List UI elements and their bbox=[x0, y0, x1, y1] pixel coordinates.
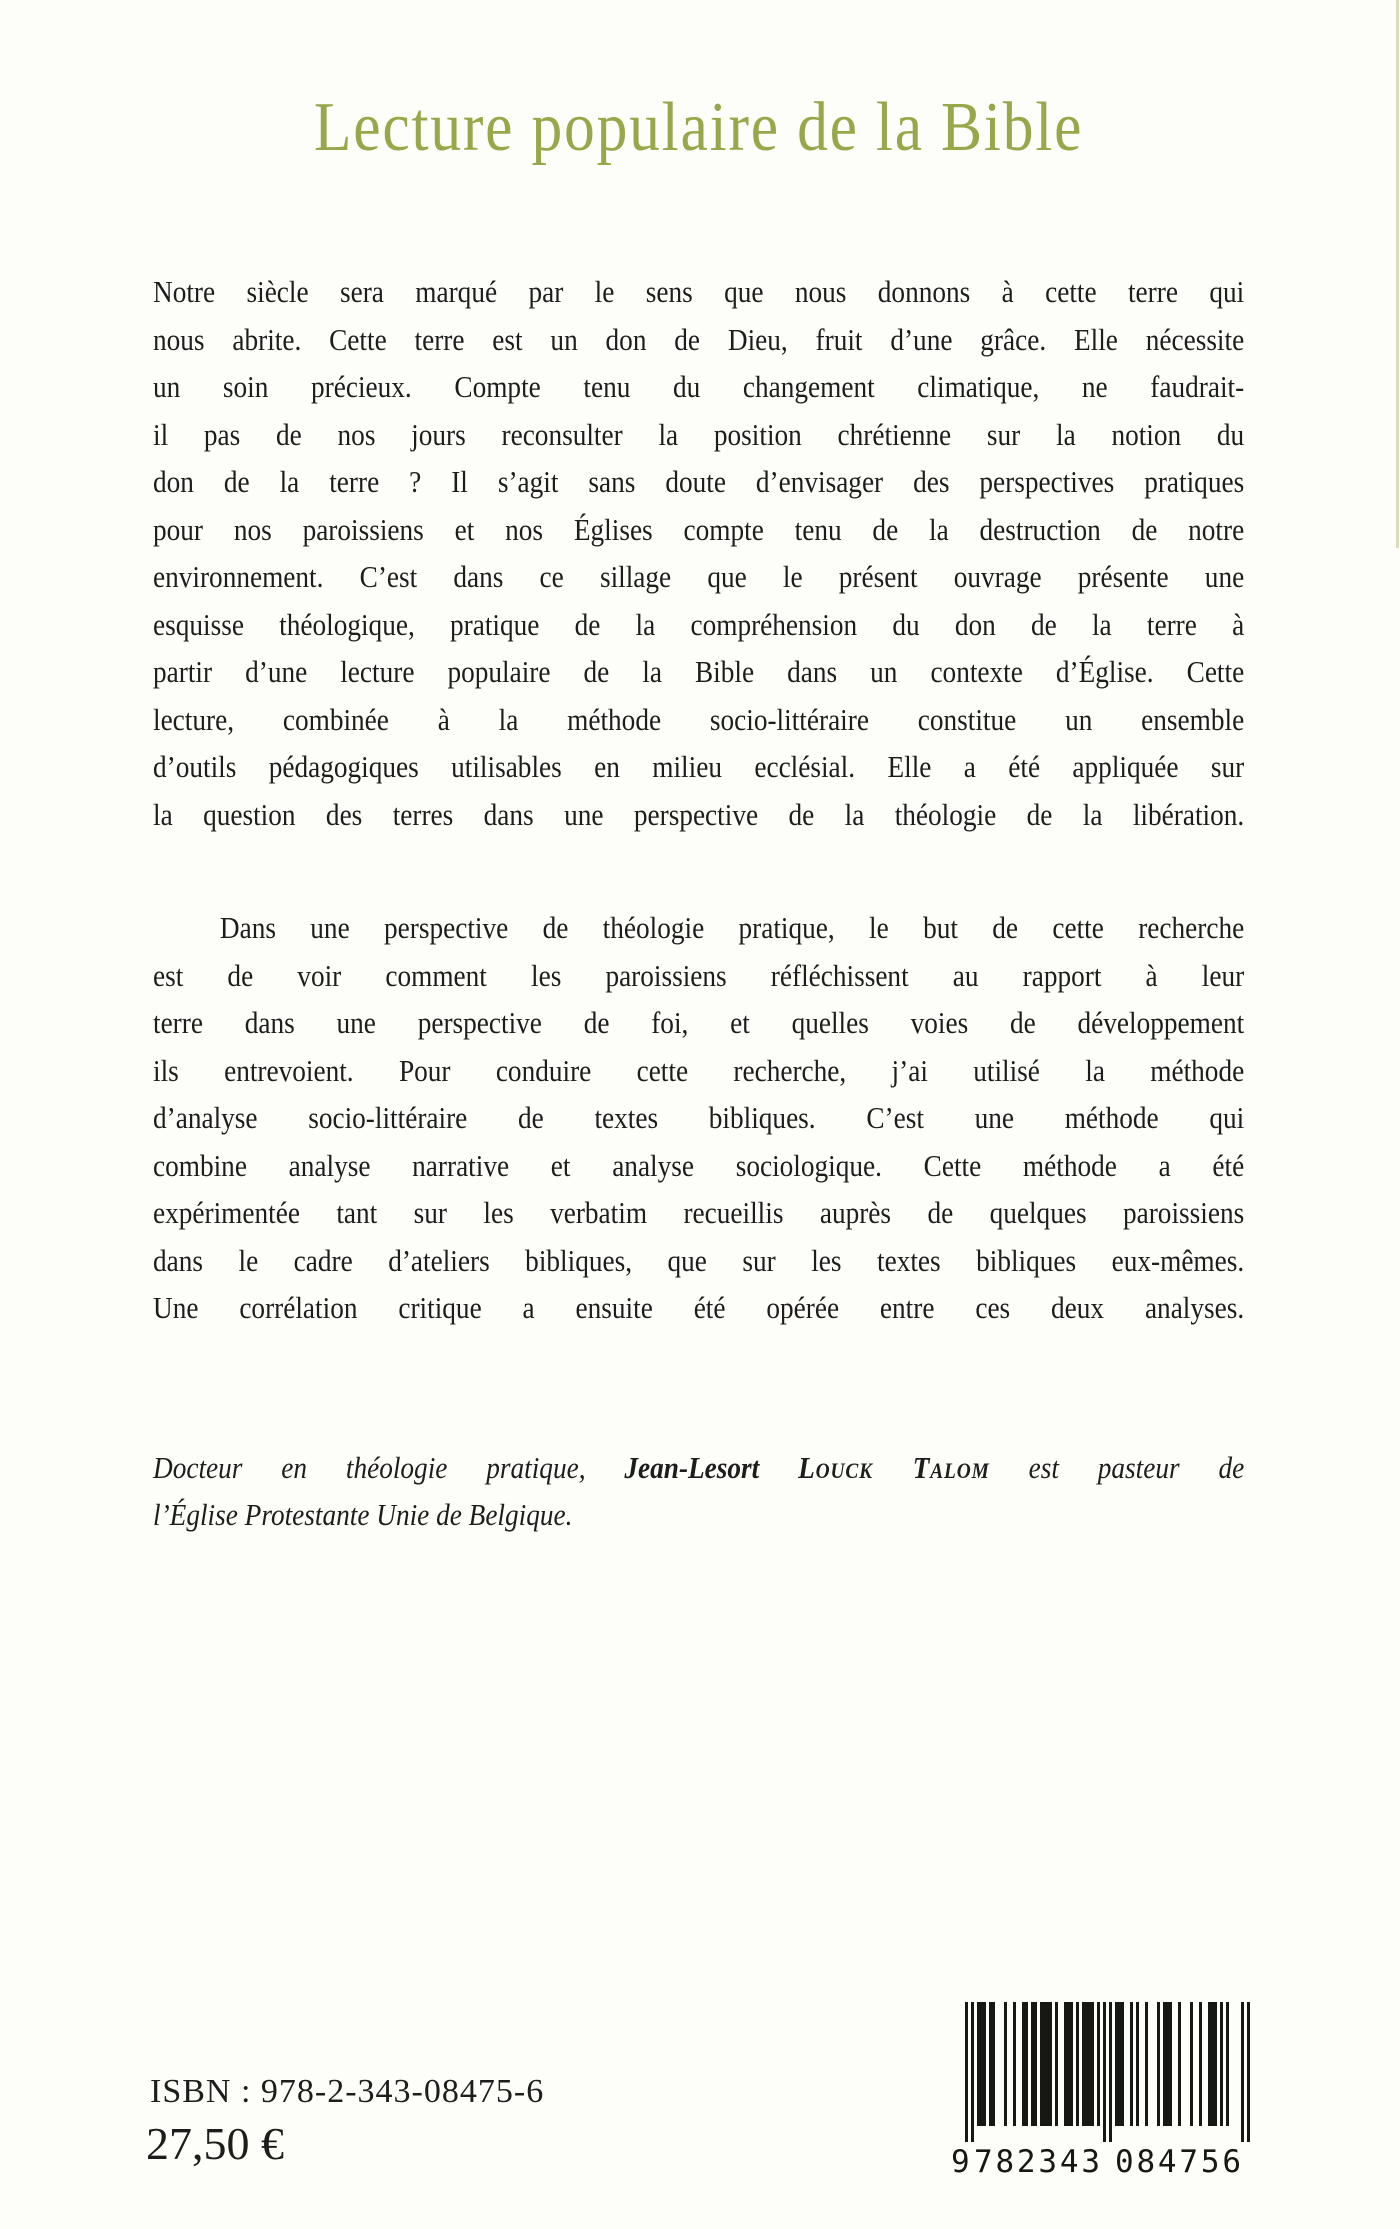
ean13-barcode bbox=[951, 2002, 1261, 2180]
paragraph-container bbox=[153, 268, 1244, 1332]
paragraph-line: Dans une perspective de théologie pratique, le but de cette recherche bbox=[219, 910, 1245, 945]
barcode-bars bbox=[965, 2002, 1250, 2142]
paragraph-line: d’outils pédagogiques utilisables en milieu ecclésial. Elle a été appliquée sur bbox=[153, 749, 1245, 784]
paragraph-line: pour nos paroissiens et nos Églises compte tenu de la destruction de notre bbox=[153, 511, 1245, 547]
bio-line bbox=[153, 1491, 1244, 1539]
text-column bbox=[153, 88, 1244, 1539]
paragraph-line: dans le cadre d’ateliers bibliques, que sur les textes bibliques eux-mêmes. bbox=[153, 1242, 1245, 1278]
paragraph-line: partir d’une lecture populaire de la Bible dans un contexte d’Église. Cette bbox=[153, 654, 1245, 689]
isbn-text: ISBN : 978-2-343-08475-6 bbox=[150, 2073, 545, 2110]
book-title: Lecture populaire de la Bible bbox=[313, 89, 1084, 166]
paragraph-line: combine analyse narrative et analyse sociologique. Cette méthode a été bbox=[153, 1147, 1245, 1183]
paragraph-line: terre dans une perspective de foi, et quelles voies de développement bbox=[153, 1005, 1245, 1040]
bio-text: est pasteur de bbox=[989, 1449, 1245, 1485]
paragraph-line: don de la terre ? Il s’agit sans doute d’envisager des perspectives pratiques bbox=[153, 464, 1245, 499]
paragraph-line: Une corrélation critique a ensuite été opérée entre ces deux analyses. bbox=[153, 1290, 1245, 1325]
paragraph-line: lecture, combinée à la méthode socio-littéraire constitue un ensemble bbox=[153, 701, 1245, 737]
page-edge-artifact bbox=[1396, 0, 1399, 548]
paragraph-line: ils entrevoient. Pour conduire cette recherche, j’ai utilisé la méthode bbox=[153, 1052, 1245, 1088]
barcode-digits-left: 782343 bbox=[974, 2144, 1100, 2180]
paragraph-line: environnement. C’est dans ce sillage que le présent ouvrage présente une bbox=[153, 559, 1245, 594]
paragraph bbox=[153, 268, 1244, 838]
author-bio bbox=[153, 1444, 1244, 1539]
author-name: Jean-Lesort bbox=[624, 1449, 799, 1485]
bio-line bbox=[153, 1444, 1244, 1492]
paragraph-line: un soin précieux. Compte tenu du changement climatique, ne faudrait- bbox=[153, 369, 1245, 404]
paragraph-line: Notre siècle sera marqué par le sens que nous donnons à cette terre qui bbox=[153, 274, 1245, 309]
bio-text: Docteur en théologie pratique, bbox=[153, 1449, 625, 1485]
paragraph-line: il pas de nos jours reconsulter la position chrétienne sur la notion du bbox=[153, 416, 1245, 452]
author-name: Louck Talom bbox=[798, 1449, 990, 1485]
bio-text: l’Église Protestante Unie de Belgique. bbox=[153, 1497, 573, 1532]
paragraph-line: expérimentée tant sur les verbatim recueillis auprès de quelques paroissiens bbox=[153, 1195, 1245, 1230]
paragraph-line: d’analyse socio-littéraire de textes bibliques. C’est une méthode qui bbox=[153, 1100, 1245, 1135]
price-text: 27,50 € bbox=[146, 2118, 284, 2169]
paragraph bbox=[153, 904, 1244, 1332]
paragraph-line: esquisse théologique, pratique de la compréhension du don de la terre à bbox=[153, 606, 1245, 642]
paragraph-line: nous abrite. Cette terre est un don de Dieu, fruit d’une grâce. Elle nécessite bbox=[153, 321, 1245, 357]
paragraph-line: est de voir comment les paroissiens réfléchissent au rapport à leur bbox=[153, 957, 1245, 993]
barcode-digit-lead: 9 bbox=[951, 2144, 970, 2180]
paragraph-line: la question des terres dans une perspective de la théologie de la libération. bbox=[153, 796, 1245, 832]
barcode-digits-right: 084756 bbox=[1115, 2144, 1241, 2180]
